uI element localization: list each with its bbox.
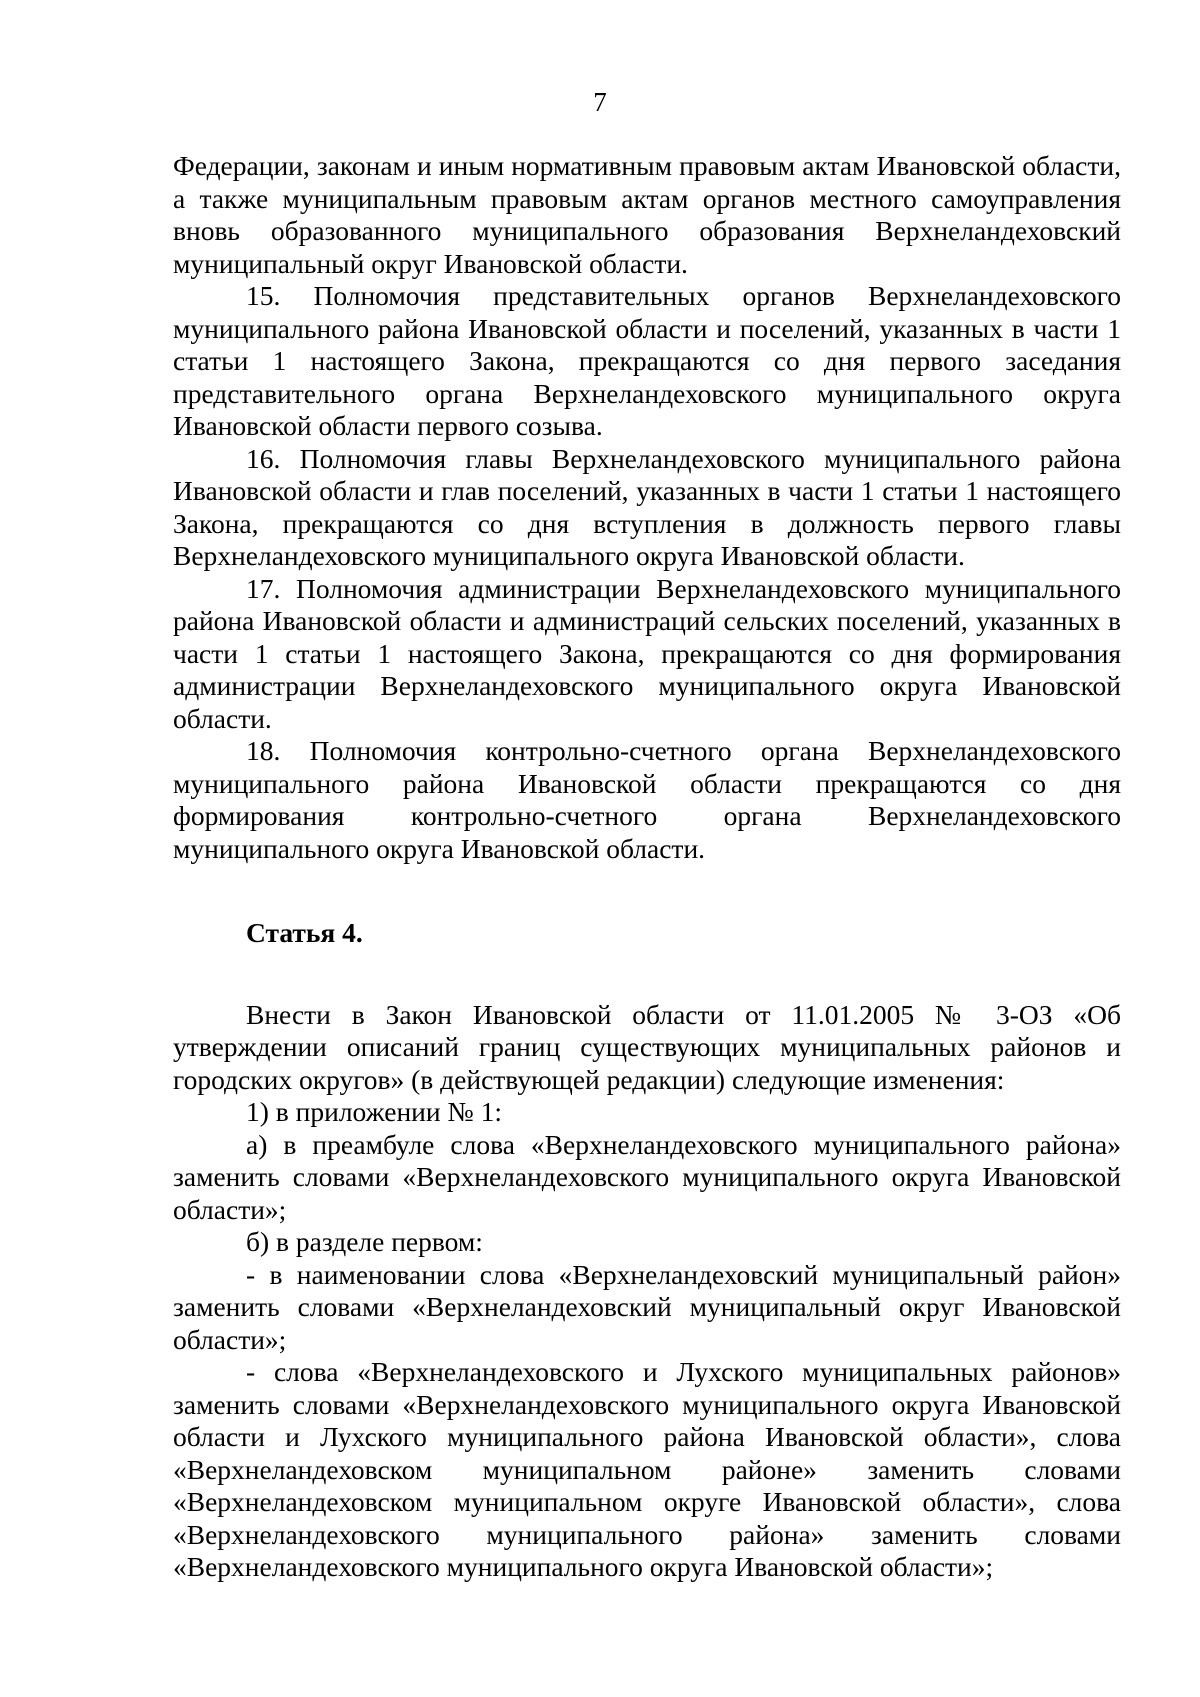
paragraph-subitem-b: б) в разделе первом: xyxy=(246,1226,483,1257)
paragraph-appendix-1: 1) в приложении № 1: xyxy=(246,1096,502,1127)
document-body xyxy=(173,150,1121,1584)
paragraph-dash-item-2: - слова «Верхнеландеховского и Лухского муниципальных районов» заменить словами «Верхнеландеховского муниципального округа Ивановской области и Лухского муниципального района Ивановской области», слова «Верхнеландеховском муниципальном районе» заменить словами «Верхнеландеховском муниципальном округе Ивановской области», слова «Верхнеландеховского муниципального района» заменить словами «Верхнеландеховского муниципального округа Ивановской области»; xyxy=(173,1356,1121,1582)
paragraph-item-16: 16. Полномочия главы Верхнеландеховского муниципального района Ивановской области и глав поселений, указанных в части 1 статьи 1 настоящего Закона, прекращаются со дня вступления в должность первого главы Верхнеландеховского муниципального округа Ивановской области. xyxy=(173,442,1121,571)
paragraph-item-18: 18. Полномочия контрольно-счетного органа Верхнеландеховского муниципального района Ивановской области прекращаются со дня формирования контрольно-счетного органа Верхнеландеховского муниципального округа Ивановской области. xyxy=(173,735,1121,864)
paragraph-subitem-a: а) в преамбуле слова «Верхнеландеховского муниципального района» заменить словами «Верхнеландеховского муниципального округа Ивановской области»; xyxy=(173,1128,1121,1225)
paragraph-item-15: 15. Полномочия представительных органов Верхнеландеховского муниципального района Ивановской области и поселений, указанных в части 1 статьи 1 настоящего Закона, прекращаются со дня первого заседания представительного органа Верхнеландеховского муниципального округа Ивановской области первого созыва. xyxy=(173,280,1121,441)
paragraph-dash-item-1: - в наименовании слова «Верхнеландеховский муниципальный район» заменить словами «Верхнеландеховский муниципальный округ Ивановской области»; xyxy=(173,1258,1121,1355)
page-number: 7 xyxy=(593,87,607,117)
article-heading: Статья 4. xyxy=(246,917,363,948)
paragraph-item-17: 17. Полномочия администрации Верхнеландеховского муниципального района Ивановской области и администраций сельских поселений, указанных в части 1 статьи 1 настоящего Закона, прекращаются со дня формирования администрации Верхнеландеховского муниципального округа Ивановской области. xyxy=(173,572,1121,734)
paragraph-amendment-intro: Внести в Закон Ивановской области от 11.01.2005 № 3-ОЗ «Об утверждении описаний границ существующих муниципальных районов и городских округов» (в действующей редакции) следующие изменения: xyxy=(173,998,1121,1095)
paragraph-continuation: Федерации, законам и иным нормативным правовым актам Ивановской области, а также муниципальным правовым актам органов местного самоуправления вновь образованного муниципального образования Верхнеландеховский муниципальный округ Ивановской области. xyxy=(173,150,1121,279)
